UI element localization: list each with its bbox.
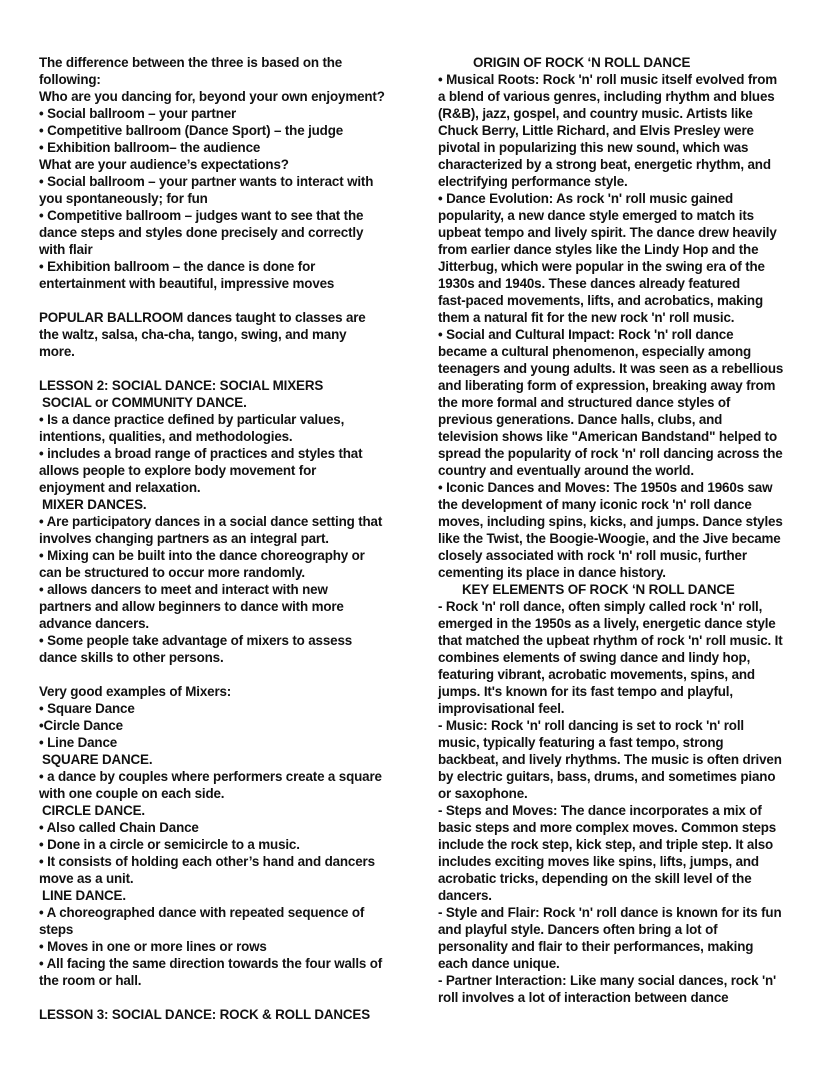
section-subheading: SQUARE DANCE. <box>42 752 153 767</box>
bullet-item: • Iconic Dances and Moves: The 1950s and 1960s saw <box>438 480 773 495</box>
text-line: the waltz, salsa, cha-cha, tango, swing, and many <box>39 327 347 342</box>
text-line: them a natural fit for the new rock 'n' roll music. <box>438 310 735 325</box>
text-line: moves, including spins, kicks, and jumps. Dance styles <box>438 514 783 529</box>
bullet-item: • Competitive ballroom (Dance Sport) – the judge <box>39 123 344 138</box>
dash-item: - Music: Rock 'n' roll dancing is set to rock 'n' roll <box>438 718 744 733</box>
bullet-item: • Musical Roots: Rock 'n' roll music itself evolved from <box>438 72 777 87</box>
bullet-item: • Social ballroom – your partner wants to interact with <box>39 174 374 189</box>
text-line: dance steps and styles done precisely and correctly <box>39 225 364 240</box>
text-line: music, typically featuring a fast tempo, strong <box>438 735 724 750</box>
text-line: became a cultural phenomenon, especially among <box>438 344 752 359</box>
bullet-item: • Exhibition ballroom– the audience <box>39 140 261 155</box>
text-line: upbeat tempo and lively spirit. The dance drew heavily <box>438 225 777 240</box>
blank-line <box>39 360 424 377</box>
text-line: partners and allow beginners to dance with more <box>39 599 344 614</box>
bullet-item: • Also called Chain Dance <box>39 820 199 835</box>
text-line: allows people to explore body movement for <box>39 463 317 478</box>
text-line: backbeat, and lively rhythms. The music is often driven <box>438 752 782 767</box>
text-line: closely associated with rock 'n' roll music, further <box>438 548 747 563</box>
bullet-item: • It consists of holding each other’s hand and dancers <box>39 854 375 869</box>
text-line: steps <box>39 922 74 937</box>
bullet-item: • Line Dance <box>39 735 118 750</box>
bullet-item: • includes a broad range of practices and styles that <box>39 446 363 461</box>
section-subheading: CIRCLE DANCE. <box>42 803 145 818</box>
text-line: electrifying performance style. <box>438 174 628 189</box>
dash-item: - Steps and Moves: The dance incorporates a mix of <box>438 803 762 818</box>
text-line: with one couple on each side. <box>39 786 225 801</box>
text-line: roll involves a lot of interaction between dance <box>438 990 729 1005</box>
text-line: pivotal in popularizing this new sound, which was <box>438 140 749 155</box>
text-line: includes exciting moves like spins, lifts, jumps, and <box>438 854 759 869</box>
text-line: dancers. <box>438 888 492 903</box>
text-line: with flair <box>39 242 93 257</box>
left-column <box>39 54 424 1023</box>
text-line: intentions, qualities, and methodologies. <box>39 429 293 444</box>
text-line: featuring vibrant, acrobatic movements, spins, and <box>438 667 755 682</box>
bullet-item: • A choreographed dance with repeated sequence of <box>39 905 365 920</box>
text-line: emerged in the 1950s as a lively, energetic dance style <box>438 616 776 631</box>
section-heading: KEY ELEMENTS OF ROCK ‘N ROLL DANCE <box>462 582 735 597</box>
text-line: POPULAR BALLROOM dances taught to classes are <box>39 310 366 325</box>
bullet-item: •Circle Dance <box>39 718 123 733</box>
dash-item: - Partner Interaction: Like many social dances, rock 'n' <box>438 973 777 988</box>
bullet-item: • Exhibition ballroom – the dance is done for <box>39 259 316 274</box>
text-line: the development of many iconic rock 'n' roll dance <box>438 497 752 512</box>
text-line: the more formal and structured dance styles of <box>438 395 731 410</box>
text-line: advance dancers. <box>39 616 149 631</box>
text-line: What are your audience’s expectations? <box>39 157 289 172</box>
text-line: popularity, a new dance style emerged to match its <box>438 208 754 223</box>
text-line: The difference between the three is based on the <box>39 55 343 70</box>
bullet-item: • a dance by couples where performers create a square <box>39 769 382 784</box>
section-heading: ORIGIN OF ROCK ‘N ROLL DANCE <box>473 55 691 70</box>
dash-item: - Rock 'n' roll dance, often simply called rock 'n' roll, <box>438 599 763 614</box>
bullet-item: • Is a dance practice defined by particular values, <box>39 412 345 427</box>
text-line: previous generations. Dance halls, clubs, and <box>438 412 723 427</box>
bullet-item: • Competitive ballroom – judges want to see that the <box>39 208 364 223</box>
bullet-item: • Social and Cultural Impact: Rock 'n' roll dance <box>438 327 734 342</box>
bullet-item: • allows dancers to meet and interact with new <box>39 582 328 597</box>
text-line: personality and flair to their performances, making <box>438 939 754 954</box>
bullet-item: • Some people take advantage of mixers to assess <box>39 633 353 648</box>
dash-item: - Style and Flair: Rock 'n' roll dance is known for its fun <box>438 905 782 920</box>
text-line: country and eventually around the world. <box>438 463 694 478</box>
bullet-item: • Mixing can be built into the dance choreography or <box>39 548 365 563</box>
lesson-heading: LESSON 2: SOCIAL DANCE: SOCIAL MIXERS <box>39 378 324 393</box>
text-line: the room or hall. <box>39 973 142 988</box>
text-line: 1930s and 1940s. These dances already featured <box>438 276 741 291</box>
text-line: spread the popularity of rock 'n' roll dancing across the <box>438 446 783 461</box>
text-line: Jitterbug, which were popular in the swing era of the <box>438 259 765 274</box>
text-line: acrobatic tricks, depending on the skill level of the <box>438 871 752 886</box>
text-line: that matched the upbeat rhythm of rock 'n' roll music. It <box>438 633 783 648</box>
text-line: dance skills to other persons. <box>39 650 224 665</box>
text-line: jumps. It's known for its fast tempo and playful, <box>438 684 733 699</box>
text-line: fast-paced movements, lifts, and acrobatics, making <box>438 293 763 308</box>
text-line: Chuck Berry, Little Richard, and Elvis Presley were <box>438 123 754 138</box>
text-line: cementing its place in dance history. <box>438 565 666 580</box>
text-line: Very good examples of Mixers: <box>39 684 232 699</box>
text-line: teenagers and young adults. It was seen as a rebellious <box>438 361 784 376</box>
bullet-item: • Are participatory dances in a social dance setting that <box>39 514 383 529</box>
blank-line <box>39 292 424 309</box>
right-column <box>438 54 823 1006</box>
text-line: by electric guitars, bass, drums, and sometimes piano <box>438 769 776 784</box>
text-line: television shows like "American Bandstand" helped to <box>438 429 778 444</box>
bullet-item: • Dance Evolution: As rock 'n' roll music gained <box>438 191 734 206</box>
bullet-item: • Moves in one or more lines or rows <box>39 939 267 954</box>
text-line: like the Twist, the Boogie-Woogie, and the Jive became <box>438 531 781 546</box>
blank-line <box>39 666 424 683</box>
text-line: a blend of various genres, including rhythm and blues <box>438 89 775 104</box>
text-line: (R&B), jazz, gospel, and country music. Artists like <box>438 106 753 121</box>
text-line: involves changing partners as an integral part. <box>39 531 329 546</box>
text-line: or saxophone. <box>438 786 528 801</box>
bullet-item: • Square Dance <box>39 701 135 716</box>
section-subheading: LINE DANCE. <box>42 888 126 903</box>
text-line: characterized by a strong beat, energetic rhythm, and <box>438 157 771 172</box>
text-line: enjoyment and relaxation. <box>39 480 201 495</box>
text-line: following: <box>39 72 101 87</box>
text-line: improvisational feel. <box>438 701 565 716</box>
text-line: combines elements of swing dance and lindy hop, <box>438 650 751 665</box>
text-line: include the rock step, kick step, and triple step. It also <box>438 837 774 852</box>
text-line: each dance unique. <box>438 956 560 971</box>
text-line: from earlier dance styles like the Lindy Hop and the <box>438 242 759 257</box>
blank-line <box>39 989 424 1006</box>
text-line: and liberating form of expression, breaking away from <box>438 378 776 393</box>
text-line: can be structured to occur more randomly. <box>39 565 305 580</box>
bullet-item: • Done in a circle or semicircle to a music. <box>39 837 300 852</box>
section-subheading: SOCIAL or COMMUNITY DANCE. <box>42 395 247 410</box>
text-line: move as a unit. <box>39 871 134 886</box>
text-line: entertainment with beautiful, impressive moves <box>39 276 335 291</box>
section-subheading: MIXER DANCES. <box>42 497 147 512</box>
bullet-item: • All facing the same direction towards the four walls of <box>39 956 383 971</box>
lesson-heading: LESSON 3: SOCIAL DANCE: ROCK & ROLL DANCES <box>39 1007 370 1022</box>
text-line: more. <box>39 344 75 359</box>
text-line: you spontaneously; for fun <box>39 191 208 206</box>
text-line: Who are you dancing for, beyond your own enjoyment? <box>39 89 385 104</box>
text-line: and playful style. Dancers often bring a lot of <box>438 922 718 937</box>
text-line: basic steps and more complex moves. Common steps <box>438 820 777 835</box>
bullet-item: • Social ballroom – your partner <box>39 106 237 121</box>
